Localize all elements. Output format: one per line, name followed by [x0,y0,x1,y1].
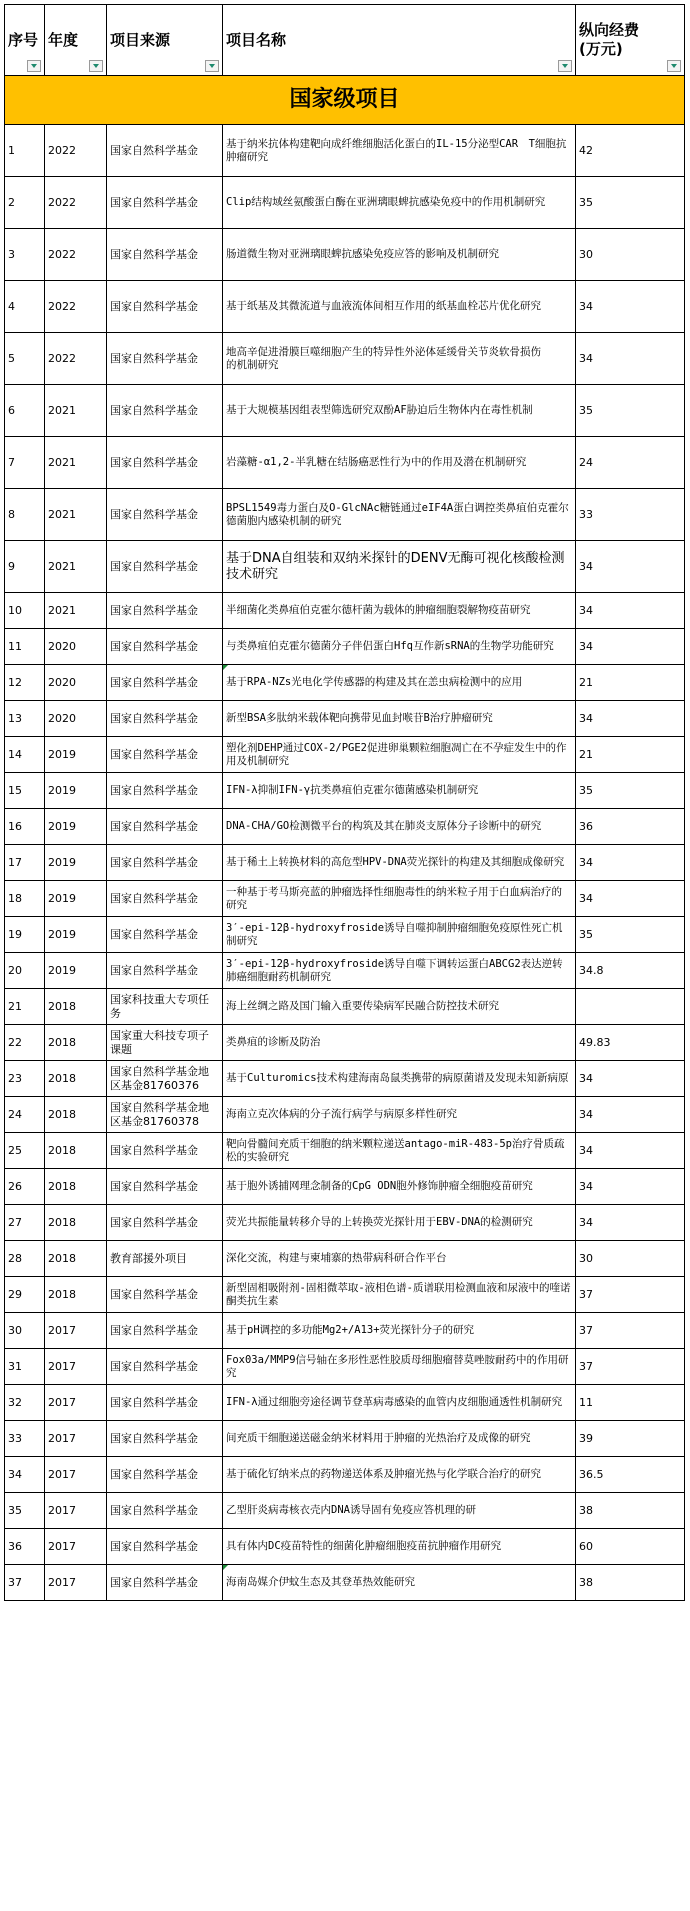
cell-source[interactable]: 国家自然科学基金 [107,1529,223,1565]
cell-funding[interactable]: 34 [576,1061,685,1097]
cell-name[interactable]: 基于DNA自组装和双纳米探针的DENV无酶可视化核酸检测技术研究 [223,541,576,593]
table-row[interactable] [5,1385,685,1421]
cell-year[interactable]: 2018 [45,1097,107,1133]
cell-funding[interactable]: 42 [576,125,685,177]
cell-name[interactable]: 海南立克次体病的分子流行病学与病原多样性研究 [223,1097,576,1133]
table-row[interactable] [5,125,685,177]
cell-source[interactable]: 国家自然科学基金 [107,1457,223,1493]
cell-funding[interactable]: 30 [576,229,685,281]
cell-year[interactable]: 2017 [45,1385,107,1421]
cell-no[interactable]: 30 [5,1313,45,1349]
cell-source[interactable]: 国家科技重大专项任务 [107,989,223,1025]
table-row[interactable] [5,1097,685,1133]
table-row[interactable] [5,665,685,701]
cell-year[interactable]: 2020 [45,701,107,737]
cell-name[interactable]: 基于硫化钌纳米点的药物递送体系及肿瘤光热与化学联合治疗的研究 [223,1457,576,1493]
cell-year[interactable]: 2019 [45,809,107,845]
table-row[interactable] [5,1061,685,1097]
table-row[interactable] [5,1529,685,1565]
cell-year[interactable]: 2022 [45,229,107,281]
cell-funding[interactable]: 34 [576,333,685,385]
cell-no[interactable]: 23 [5,1061,45,1097]
cell-source[interactable]: 国家自然科学基金 [107,281,223,333]
cell-no[interactable]: 16 [5,809,45,845]
cell-funding[interactable]: 35 [576,917,685,953]
cell-no[interactable]: 29 [5,1277,45,1313]
cell-no[interactable]: 31 [5,1349,45,1385]
dropdown-filter-icon[interactable] [89,60,103,72]
cell-name[interactable]: 海南岛媒介伊蚊生态及其登革热效能研究 [223,1565,576,1601]
cell-funding[interactable]: 34 [576,881,685,917]
cell-year[interactable]: 2018 [45,1277,107,1313]
table-row[interactable] [5,281,685,333]
cell-funding[interactable]: 34 [576,1205,685,1241]
cell-funding[interactable]: 34 [576,1133,685,1169]
cell-source[interactable]: 国家自然科学基金 [107,665,223,701]
cell-name[interactable]: 地高辛促进滑膜巨噬细胞产生的特异性外泌体延缓骨关节炎软骨损伤 的机制研究 [223,333,576,385]
cell-funding[interactable]: 36 [576,809,685,845]
cell-name[interactable]: 深化交流，构建与柬埔寨的热带病科研合作平台 [223,1241,576,1277]
cell-funding[interactable]: 11 [576,1385,685,1421]
cell-year[interactable]: 2018 [45,1241,107,1277]
cell-year[interactable]: 2021 [45,385,107,437]
cell-name[interactable]: 基于pH调控的多功能Mg2+/A13+荧光探针分子的研究 [223,1313,576,1349]
table-row[interactable] [5,917,685,953]
header-name: 项目名称 [223,5,576,76]
cell-name[interactable]: 3′-epi-12β-hydroxyfroside诱导自噬抑制肿瘤细胞免疫原性死亡机制研究 [223,917,576,953]
cell-no[interactable]: 34 [5,1457,45,1493]
cell-funding[interactable]: 34 [576,593,685,629]
cell-no[interactable]: 21 [5,989,45,1025]
cell-no[interactable]: 7 [5,437,45,489]
cell-year[interactable]: 2019 [45,953,107,989]
cell-source[interactable]: 国家自然科学基金 [107,737,223,773]
cell-year[interactable]: 2019 [45,737,107,773]
table-row[interactable] [5,333,685,385]
cell-source[interactable]: 国家自然科学基金地区基金81760378 [107,1097,223,1133]
table-row[interactable] [5,773,685,809]
cell-source[interactable]: 国家自然科学基金 [107,1277,223,1313]
cell-no[interactable]: 26 [5,1169,45,1205]
table-row[interactable] [5,629,685,665]
cell-year[interactable]: 2018 [45,1133,107,1169]
cell-source[interactable]: 国家自然科学基金 [107,1133,223,1169]
cell-no[interactable]: 19 [5,917,45,953]
cell-year[interactable]: 2019 [45,845,107,881]
cell-name[interactable]: 基于纸基及其微流道与血液流体间相互作用的纸基血栓芯片优化研究 [223,281,576,333]
cell-source[interactable]: 国家自然科学基金 [107,541,223,593]
cell-year[interactable]: 2022 [45,333,107,385]
cell-source[interactable]: 国家自然科学基金 [107,1385,223,1421]
cell-year[interactable]: 2017 [45,1493,107,1529]
cell-funding[interactable]: 34.8 [576,953,685,989]
cell-source[interactable]: 国家自然科学基金 [107,489,223,541]
cell-name[interactable]: 靶向骨髓间充质干细胞的纳米颗粒递送antago-miR-483-5p治疗骨质疏松的实验研究 [223,1133,576,1169]
cell-year[interactable]: 2021 [45,593,107,629]
table-row[interactable] [5,1493,685,1529]
header-source: 项目来源 [107,5,223,76]
cell-funding[interactable]: 21 [576,665,685,701]
cell-no[interactable]: 5 [5,333,45,385]
cell-no[interactable]: 2 [5,177,45,229]
cell-name[interactable]: 基于胞外诱捕网理念制备的CpG ODN胞外修饰肿瘤全细胞疫苗研究 [223,1169,576,1205]
table-row[interactable] [5,1565,685,1601]
comment-marker-icon [223,1565,228,1570]
table-row[interactable] [5,1241,685,1277]
cell-no[interactable]: 6 [5,385,45,437]
cell-source[interactable]: 国家自然科学基金 [107,437,223,489]
cell-name[interactable]: 间充质干细胞递送磁金纳米材料用于肿瘤的光热治疗及成像的研究 [223,1421,576,1457]
cell-year[interactable]: 2017 [45,1457,107,1493]
cell-no[interactable]: 4 [5,281,45,333]
table-row[interactable] [5,1025,685,1061]
cell-funding[interactable]: 34 [576,281,685,333]
table-row[interactable] [5,1205,685,1241]
cell-no[interactable]: 24 [5,1097,45,1133]
cell-name[interactable]: 岩藻糖-α1,2-半乳糖在结肠癌恶性行为中的作用及潜在机制研究 [223,437,576,489]
table-row[interactable] [5,845,685,881]
table-row[interactable] [5,1277,685,1313]
table-row[interactable] [5,989,685,1025]
cell-source[interactable]: 国家自然科学基金 [107,385,223,437]
cell-name[interactable]: 基于大规模基因组表型筛选研究双酚AF胁迫后生物体内在毒性机制 [223,385,576,437]
table-row[interactable] [5,881,685,917]
cell-no[interactable]: 14 [5,737,45,773]
cell-no[interactable]: 36 [5,1529,45,1565]
table-row[interactable] [5,701,685,737]
cell-funding[interactable]: 39 [576,1421,685,1457]
cell-source[interactable]: 国家自然科学基金 [107,1169,223,1205]
cell-no[interactable]: 10 [5,593,45,629]
cell-funding[interactable]: 35 [576,177,685,229]
cell-source[interactable]: 国家自然科学基金 [107,881,223,917]
table-row[interactable] [5,1349,685,1385]
cell-source[interactable]: 国家自然科学基金 [107,773,223,809]
cell-name[interactable]: 基于纳米抗体构建靶向成纤维细胞活化蛋白的IL-15分泌型CAR T细胞抗 肿瘤研究 [223,125,576,177]
table-row[interactable] [5,1457,685,1493]
cell-name[interactable]: Fox03a/MMP9信号轴在多形性恶性胶质母细胞瘤替莫唑胺耐药中的作用研究 [223,1349,576,1385]
table-row[interactable] [5,809,685,845]
cell-name[interactable]: 基于稀土上转换材料的高危型HPV-DNA荧光探针的构建及其细胞成像研究 [223,845,576,881]
table-row[interactable] [5,385,685,437]
project-table [4,4,685,1601]
cell-funding[interactable]: 24 [576,437,685,489]
cell-source[interactable]: 国家自然科学基金 [107,809,223,845]
cell-name[interactable]: 基于RPA-NZs光电化学传感器的构建及其在恙虫病检测中的应用 [223,665,576,701]
cell-name[interactable]: 与类鼻疽伯克霍尔德菌分子伴侣蛋白Hfq互作新sRNA的生物学功能研究 [223,629,576,665]
cell-funding[interactable]: 60 [576,1529,685,1565]
dropdown-filter-icon[interactable] [27,60,41,72]
cell-year[interactable]: 2018 [45,1061,107,1097]
cell-source[interactable]: 国家自然科学基金 [107,593,223,629]
cell-source[interactable]: 国家自然科学基金 [107,333,223,385]
cell-no[interactable]: 9 [5,541,45,593]
cell-no[interactable]: 32 [5,1385,45,1421]
cell-name[interactable]: IFN-λ抑制IFN-γ抗类鼻疽伯克霍尔德菌感染机制研究 [223,773,576,809]
table-row[interactable] [5,1169,685,1205]
cell-source[interactable]: 国家自然科学基金 [107,1349,223,1385]
cell-year[interactable]: 2017 [45,1529,107,1565]
cell-name[interactable]: 半细菌化类鼻疽伯克霍尔德杆菌为载体的肿瘤细胞裂解物疫苗研究 [223,593,576,629]
cell-funding[interactable]: 34 [576,1097,685,1133]
table-row[interactable] [5,437,685,489]
table-row[interactable] [5,593,685,629]
dropdown-filter-icon[interactable] [205,60,219,72]
cell-source[interactable]: 国家自然科学基金 [107,1313,223,1349]
cell-year[interactable]: 2022 [45,281,107,333]
cell-no[interactable]: 12 [5,665,45,701]
cell-year[interactable]: 2022 [45,177,107,229]
cell-no[interactable]: 11 [5,629,45,665]
cell-year[interactable]: 2020 [45,665,107,701]
cell-funding[interactable]: 37 [576,1349,685,1385]
cell-name[interactable]: 一种基于考马斯亮蓝的肿瘤选择性细胞毒性的纳米粒子用于白血病治疗的研究 [223,881,576,917]
cell-source[interactable]: 国家自然科学基金 [107,629,223,665]
cell-name[interactable]: 塑化剂DEHP通过COX-2/PGE2促进卵巢颗粒细胞凋亡在不孕症发生中的作用及机制研究 [223,737,576,773]
header-no: 序号 [5,5,45,76]
header-funding: 纵向经费 (万元) [576,5,685,76]
cell-funding[interactable]: 37 [576,1313,685,1349]
cell-year[interactable]: 2018 [45,1205,107,1241]
cell-name[interactable]: 3′-epi-12β-hydroxyfroside诱导自噬下调转运蛋白ABCG2表达逆转肺癌细胞耐药机制研究 [223,953,576,989]
cell-funding[interactable]: 38 [576,1493,685,1529]
cell-source[interactable]: 国家自然科学基金 [107,953,223,989]
table-row[interactable] [5,1421,685,1457]
cell-no[interactable]: 17 [5,845,45,881]
cell-no[interactable]: 37 [5,1565,45,1601]
cell-source[interactable]: 国家自然科学基金 [107,917,223,953]
cell-year[interactable]: 2018 [45,1025,107,1061]
cell-funding[interactable]: 49.83 [576,1025,685,1061]
cell-no[interactable]: 1 [5,125,45,177]
cell-year[interactable]: 2018 [45,989,107,1025]
cell-source[interactable]: 教育部援外项目 [107,1241,223,1277]
cell-funding[interactable]: 34 [576,541,685,593]
cell-year[interactable]: 2017 [45,1349,107,1385]
cell-year[interactable]: 2017 [45,1421,107,1457]
cell-year[interactable]: 2020 [45,629,107,665]
cell-no[interactable]: 22 [5,1025,45,1061]
table-row[interactable] [5,1133,685,1169]
cell-funding[interactable]: 21 [576,737,685,773]
table-row[interactable] [5,177,685,229]
cell-funding[interactable]: 34 [576,629,685,665]
section-title: 国家级项目 [5,76,685,125]
header-row [5,5,685,76]
cell-no[interactable]: 27 [5,1205,45,1241]
section-row [5,76,685,125]
cell-no[interactable]: 8 [5,489,45,541]
cell-no[interactable]: 15 [5,773,45,809]
cell-name[interactable]: 具有体内DC疫苗特性的细菌化肿瘤细胞疫苗抗肿瘤作用研究 [223,1529,576,1565]
table-row[interactable] [5,1313,685,1349]
cell-funding[interactable]: 30 [576,1241,685,1277]
cell-funding[interactable]: 37 [576,1277,685,1313]
cell-year[interactable]: 2019 [45,773,107,809]
cell-name[interactable]: BPSL1549毒力蛋白及O-GlcNAc糖链通过eIF4A蛋白调控类鼻疽伯克霍尔德菌胞内感染机制的研究 [223,489,576,541]
cell-year[interactable]: 2019 [45,917,107,953]
cell-source[interactable]: 国家自然科学基金 [107,229,223,281]
table-row[interactable] [5,229,685,281]
cell-no[interactable]: 33 [5,1421,45,1457]
cell-name[interactable]: 海上丝绸之路及国门输入重要传染病军民融合防控技术研究 [223,989,576,1025]
cell-year[interactable]: 2017 [45,1313,107,1349]
cell-funding[interactable]: 34 [576,1169,685,1205]
cell-source[interactable]: 国家自然科学基金 [107,1565,223,1601]
cell-source[interactable]: 国家自然科学基金地区基金81760376 [107,1061,223,1097]
cell-funding[interactable]: 35 [576,773,685,809]
cell-year[interactable]: 2019 [45,881,107,917]
dropdown-filter-icon[interactable] [667,60,681,72]
dropdown-filter-icon[interactable] [558,60,572,72]
cell-year[interactable]: 2018 [45,1169,107,1205]
table-row[interactable] [5,953,685,989]
cell-no[interactable]: 35 [5,1493,45,1529]
cell-source[interactable]: 国家自然科学基金 [107,1205,223,1241]
cell-name[interactable]: 荧光共振能量转移介导的上转换荧光探针用于EBV-DNA的检测研究 [223,1205,576,1241]
cell-name[interactable]: 新型固相吸附剂-固相微萃取-液相色谱-质谱联用检测血液和尿液中的喹诺酮类抗生素 [223,1277,576,1313]
cell-year[interactable]: 2022 [45,125,107,177]
cell-funding[interactable]: 36.5 [576,1457,685,1493]
header-year: 年度 [45,5,107,76]
cell-no[interactable]: 18 [5,881,45,917]
cell-year[interactable]: 2021 [45,437,107,489]
table-row[interactable] [5,737,685,773]
cell-source[interactable]: 国家重大科技专项子课题 [107,1025,223,1061]
cell-name[interactable]: 新型BSA多肽纳米载体靶向携带见血封喉苷B治疗肿瘤研究 [223,701,576,737]
cell-year[interactable]: 2017 [45,1565,107,1601]
comment-marker-icon [223,665,228,670]
cell-funding[interactable]: 38 [576,1565,685,1601]
cell-funding[interactable]: 34 [576,701,685,737]
cell-no[interactable]: 3 [5,229,45,281]
cell-funding[interactable]: 34 [576,845,685,881]
cell-name[interactable]: 肠道微生物对亚洲璃眼蜱抗感染免疫应答的影响及机制研究 [223,229,576,281]
cell-source[interactable]: 国家自然科学基金 [107,1493,223,1529]
cell-source[interactable]: 国家自然科学基金 [107,701,223,737]
cell-funding[interactable]: 33 [576,489,685,541]
cell-year[interactable]: 2021 [45,541,107,593]
cell-name[interactable]: 类鼻疽的诊断及防治 [223,1025,576,1061]
cell-no[interactable]: 28 [5,1241,45,1277]
cell-no[interactable]: 20 [5,953,45,989]
cell-name[interactable]: IFN-λ通过细胞旁途径调节登革病毒感染的血管内皮细胞通透性机制研究 [223,1385,576,1421]
cell-name[interactable]: 乙型肝炎病毒核衣壳内DNA诱导固有免疫应答机理的研 [223,1493,576,1529]
cell-source[interactable]: 国家自然科学基金 [107,845,223,881]
cell-funding[interactable]: 35 [576,385,685,437]
cell-funding[interactable] [576,989,685,1025]
cell-name[interactable]: Clip结构域丝氨酸蛋白酶在亚洲璃眼蜱抗感染免疫中的作用机制研究 [223,177,576,229]
cell-name[interactable]: 基于Culturomics技术构建海南岛鼠类携带的病原菌谱及发现未知新病原 [223,1061,576,1097]
table-row[interactable] [5,489,685,541]
cell-year[interactable]: 2021 [45,489,107,541]
cell-no[interactable]: 25 [5,1133,45,1169]
table-row[interactable] [5,541,685,593]
cell-source[interactable]: 国家自然科学基金 [107,177,223,229]
cell-no[interactable]: 13 [5,701,45,737]
cell-source[interactable]: 国家自然科学基金 [107,125,223,177]
cell-name[interactable]: DNA-CHA/GO检测微平台的构筑及其在肺炎支原体分子诊断中的研究 [223,809,576,845]
cell-source[interactable]: 国家自然科学基金 [107,1421,223,1457]
